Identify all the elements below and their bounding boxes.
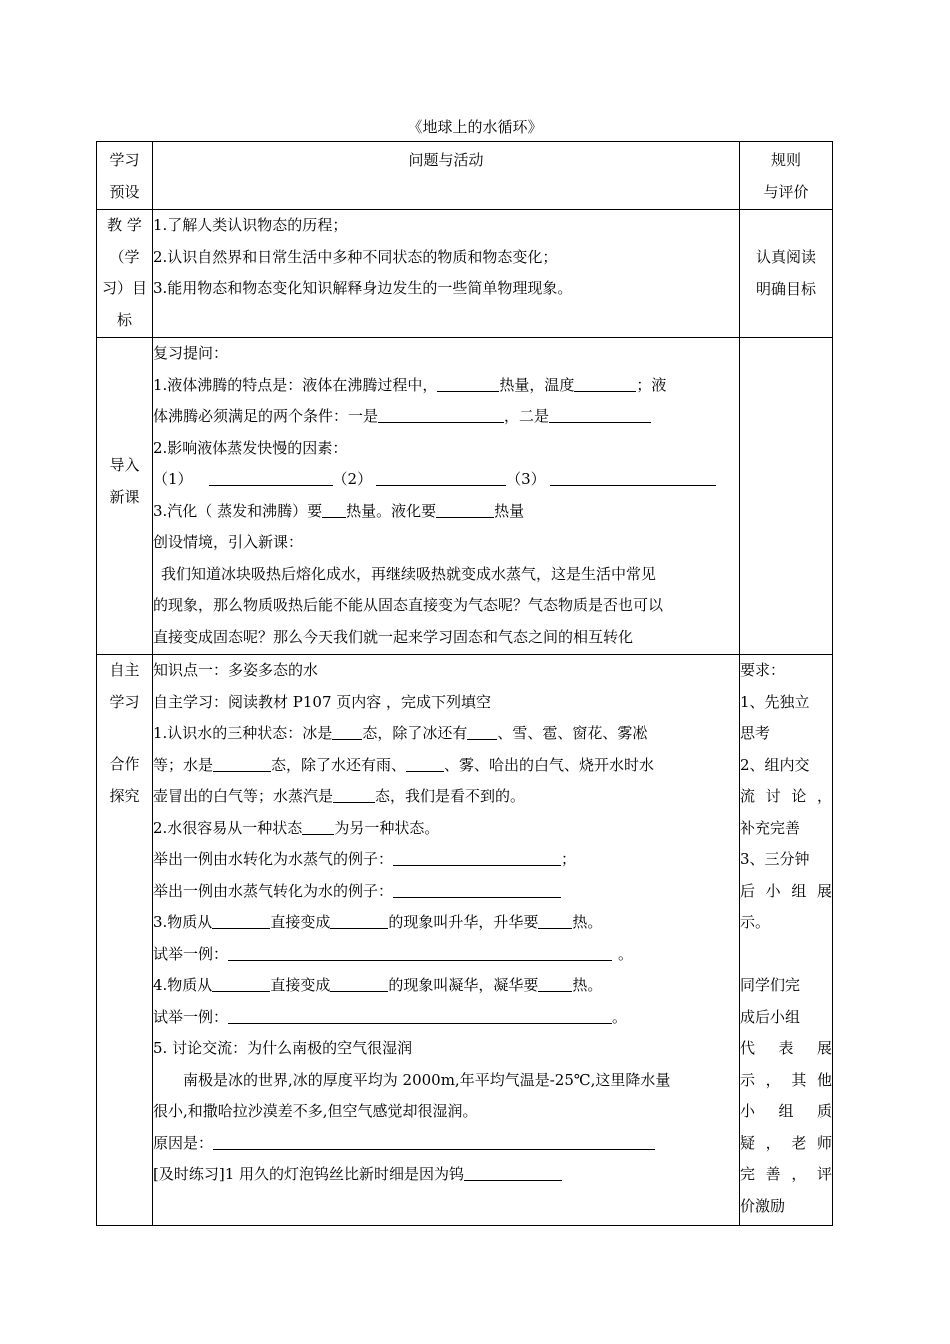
s4-text-d: 热。 — [572, 976, 603, 994]
q1-text-d: 体沸腾必须满足的两个条件：一是 — [153, 407, 379, 425]
requirement-line: 同学们完 — [740, 976, 801, 994]
header-row — [97, 142, 833, 210]
s4-line — [153, 970, 739, 1002]
try2-end: 。 — [612, 1007, 628, 1026]
q2-blank1 — [209, 467, 333, 486]
s1-blank-other — [467, 721, 497, 740]
requirement-line: 1、先独立 — [740, 692, 810, 711]
q1-text-e: ，二是 — [504, 407, 550, 425]
try2-blank — [228, 1005, 612, 1024]
s1-line1 — [153, 718, 739, 750]
requirement-line: 示。 — [740, 913, 771, 931]
intro-eval-cell — [740, 338, 833, 655]
requirement-line: 小 组 质 — [740, 1102, 832, 1120]
requirement-line: 3、三分钟 — [740, 850, 810, 868]
intro-label-cell — [97, 338, 153, 655]
try1-line — [153, 939, 739, 971]
goals-eval-cell — [740, 210, 833, 338]
requirement-line: 流讨论， — [740, 787, 832, 805]
goals-label-line: 教 学 — [107, 216, 142, 234]
requirement-line: 后小组展 — [740, 881, 832, 900]
reason-blank — [213, 1131, 655, 1150]
s2-text-b: 为另一种状态。 — [334, 818, 440, 837]
intro-content-cell — [153, 338, 740, 655]
s3-text-a: 3.物质从 — [153, 913, 213, 931]
study-label-cell — [97, 655, 153, 1226]
q1-text-b: 热量，温度 — [499, 375, 575, 394]
review-q2: 2.影响液体蒸发快慢的因素： — [153, 438, 348, 457]
example2-blank — [393, 879, 561, 898]
header-activities-cell — [153, 142, 740, 210]
practice-line — [153, 1159, 739, 1191]
s4-blank-to — [330, 973, 388, 992]
s1-text-h: 态，我们是看不到的。 — [375, 787, 526, 805]
goals-label-line: （学 — [109, 247, 140, 266]
intro-label-line: 导入 — [109, 456, 140, 474]
scene-title: 创设情境，引入新课： — [153, 533, 304, 551]
scene-paragraph-line: 我们知道冰块吸热后熔化成水，再继续吸热就变成水蒸气，这是生活中常见 — [161, 564, 657, 583]
header-rules-cell — [740, 142, 833, 210]
requirement-line: 示，其他 — [740, 1070, 832, 1089]
s3-blank-from — [212, 910, 270, 929]
example1-text: 举出一例由水转化为水蒸气的例子： — [153, 850, 394, 868]
study-label-line: 学习 — [109, 692, 140, 711]
reason-line — [153, 1128, 739, 1160]
intro-label-line: 新课 — [109, 487, 140, 506]
requirement-line: 思考 — [740, 724, 771, 742]
q1-blank-cond1 — [378, 404, 504, 423]
goals-row — [97, 210, 833, 338]
lesson-plan-table — [96, 141, 833, 1226]
s1-blank-ice — [332, 721, 362, 740]
practice-blank — [464, 1162, 562, 1181]
s1-text-e: 态，除了水还有雨、 — [271, 755, 407, 774]
example1-end: ； — [561, 850, 577, 868]
s1-text-d: 等；水是 — [153, 755, 214, 774]
example2-line — [153, 876, 739, 908]
scene-paragraph-line: 直接变成固态呢？那么今天我们就一起来学习固态和气态之间的相互转化 — [153, 627, 634, 646]
s1-blank-water — [213, 753, 271, 772]
header-prep-line1: 学习 — [109, 151, 140, 169]
study-content-cell — [153, 655, 740, 1226]
s3-text-c: 的现象叫升华，升华要 — [388, 913, 539, 931]
q2-blank2 — [376, 467, 506, 486]
s1-text-f: 、雾、哈出的白气、烧开水时水 — [444, 755, 655, 774]
document-title: 《地球上的水循环》 — [407, 118, 543, 136]
requirement-line: 代 表 展 — [740, 1039, 832, 1057]
s1-line3 — [153, 781, 739, 813]
s4-text-b: 直接变成 — [270, 976, 331, 994]
q1-blank-heat — [437, 373, 499, 392]
review-q1-line2 — [153, 401, 739, 433]
self-study-instruction: 自主学习：阅读教材 P107 页内容 ，完成下列填空 — [153, 692, 492, 711]
study-label-line: 自主 — [109, 661, 140, 679]
s2-text-a: 2.水很容易从一种状态 — [153, 818, 303, 837]
practice-text-a: [及时练习]1 — [153, 1165, 235, 1183]
header-prep-cell — [97, 142, 153, 210]
example1-blank — [393, 847, 561, 866]
requirement-line: 疑，老师 — [740, 1133, 832, 1152]
goals-label-line: 习）目 — [101, 279, 147, 297]
q2-opt3: （3） — [506, 470, 546, 488]
q2-blank3 — [550, 467, 716, 486]
s3-text-d: 热。 — [572, 913, 603, 931]
goals-label-cell — [97, 210, 153, 338]
s3-line — [153, 907, 739, 939]
q3-text-c: 热量 — [494, 501, 525, 520]
goal-item: 3.能用物态和物态变化知识解释身边发生的一些简单物理现象。 — [153, 279, 573, 297]
reason-text: 原因是： — [153, 1133, 214, 1152]
study-label-line: 合作 — [109, 755, 140, 773]
antarctic-paragraph-line: 很小,和撒哈拉沙漠差不多,但空气感觉却很湿润。 — [153, 1102, 478, 1120]
s1-blank-rain — [406, 753, 444, 772]
practice-text-b: 用久的灯泡钨丝比新时细是因为钨 — [234, 1165, 465, 1183]
q1-blank-temp — [574, 373, 636, 392]
header-activities: 问题与活动 — [408, 151, 484, 169]
q3-text-b: 热量。液化要 — [346, 501, 437, 520]
review-title: 复习提问： — [153, 344, 229, 362]
s2-blank — [302, 816, 334, 835]
scene-paragraph-line: 的现象，那么物质吸热后能不能从固态直接变为气态呢？气态物质是否也可以 — [153, 596, 664, 614]
requirement-line: 价激励 — [740, 1196, 786, 1215]
goals-eval-line: 认真阅读 — [755, 248, 816, 266]
q3-text-a: 3.汽化（ 蒸发和沸腾）要 — [153, 501, 323, 520]
example2-text: 举出一例由水蒸气转化为水的例子： — [153, 881, 394, 900]
try2-text: 试举一例： — [153, 1007, 229, 1026]
header-rules-line2: 与评价 — [763, 182, 809, 201]
try1-text: 试举一例： — [153, 944, 229, 963]
s1-blank-vapor — [333, 784, 375, 803]
s3-blank-heat — [538, 910, 572, 929]
review-q3 — [153, 496, 739, 528]
s3-text-b: 直接变成 — [270, 913, 331, 931]
study-row — [97, 655, 833, 1226]
q1-text-a: 1.液体沸腾的特点是：液体在沸腾过程中， — [153, 375, 438, 394]
s5-line: 5. 讨论交流：为什么南极的空气很湿润 — [153, 1039, 413, 1057]
q2-opt2: （2） — [332, 470, 373, 488]
goals-eval-line: 明确目标 — [755, 279, 816, 298]
s4-blank-heat — [538, 973, 572, 992]
header-prep-line2: 预设 — [109, 182, 140, 201]
s1-text-b: 态，除了冰还有 — [362, 724, 468, 742]
goals-label-line: 标 — [116, 310, 132, 329]
goal-item: 1.了解人类认识物态的历程； — [153, 216, 348, 234]
goals-content-cell — [153, 210, 740, 338]
intro-row — [97, 338, 833, 655]
q3-blank1 — [322, 499, 346, 518]
requirement-line: 要求： — [740, 661, 786, 679]
s4-blank-from — [212, 973, 270, 992]
example1-line — [153, 844, 739, 876]
s1-text-a: 1.认识水的三种状态：冰是 — [153, 724, 333, 742]
s4-text-c: 的现象叫凝华，凝华要 — [388, 976, 539, 994]
goal-item: 2.认识自然界和日常生活中多种不同状态的物质和物态变化； — [153, 247, 558, 266]
q1-blank-cond2 — [549, 404, 651, 423]
s4-text-a: 4.物质从 — [153, 976, 213, 994]
s1-text-g: 壶冒出的白气等；水蒸汽是 — [153, 787, 334, 805]
study-requirements-cell — [740, 655, 833, 1226]
header-rules-line1: 规则 — [770, 151, 801, 169]
study-label-line: 探究 — [109, 786, 140, 805]
try1-end: 。 — [618, 944, 634, 963]
requirement-line: 2、组内交 — [740, 755, 810, 774]
q2-opt1: （1） — [153, 470, 193, 488]
try2-line — [153, 1002, 739, 1034]
requirement-line: 完善，评 — [740, 1165, 832, 1183]
try1-blank — [228, 942, 612, 961]
s3-blank-to — [330, 910, 388, 929]
knowledge-point-title: 知识点一：多姿多态的水 — [153, 661, 319, 679]
q3-blank2 — [436, 499, 494, 518]
requirement-line: 成后小组 — [740, 1007, 801, 1026]
s2-line — [153, 813, 739, 845]
review-q2-options — [153, 464, 739, 496]
requirement-line: 补充完善 — [740, 818, 801, 837]
q1-text-c: ；液 — [636, 375, 667, 394]
review-q1-line1 — [153, 370, 739, 402]
antarctic-paragraph-line: 南极是冰的世界,冰的厚度平均为 2000m,年平均气温是-25℃,这里降水量 — [183, 1070, 671, 1089]
s1-line2 — [153, 750, 739, 782]
s1-text-c: 、雪、雹、窗花、雾凇 — [497, 724, 648, 742]
